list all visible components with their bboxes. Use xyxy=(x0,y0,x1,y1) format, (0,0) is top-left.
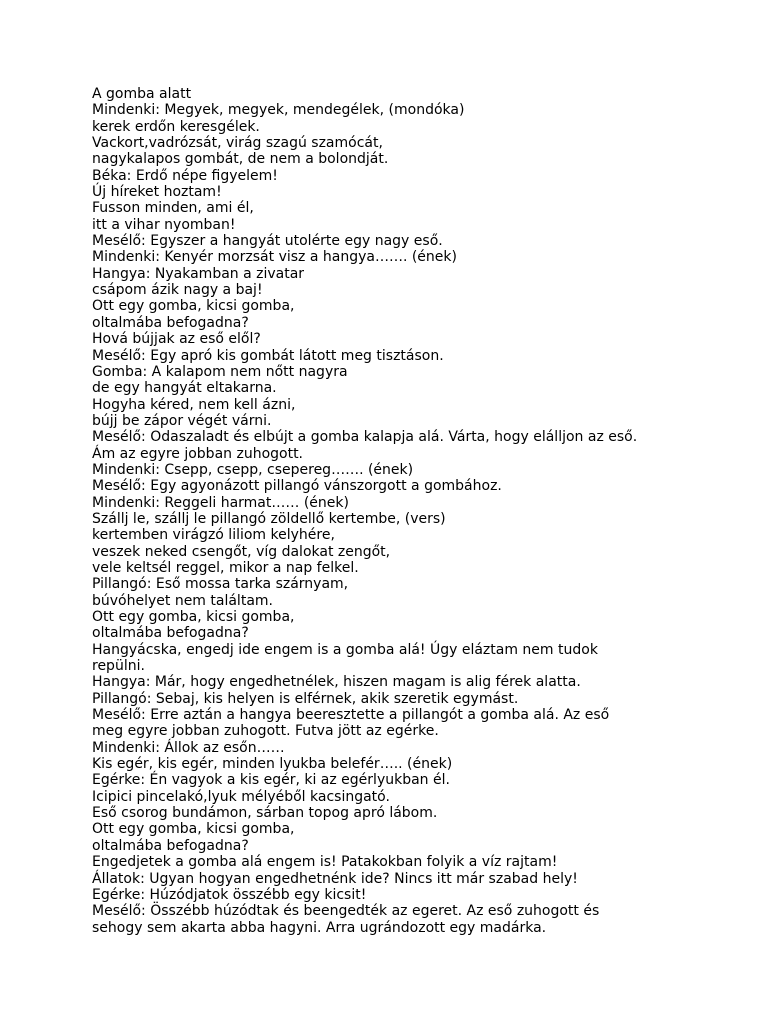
text-line: Mesélő: Erre aztán a hangya beeresztette a pillangót a gomba alá. Az eső xyxy=(92,707,610,724)
text-line: Hangya: Nyakamban a zivatar xyxy=(92,265,305,282)
text-line: oltalmába befogadna? xyxy=(92,837,249,854)
text-line: Mindenki: Csepp, csepp, csepereg……. (ének) xyxy=(92,461,414,478)
text-line: Mesélő: Egyszer a hangyát utolérte egy nagy eső. xyxy=(92,233,443,250)
text-line: csápom ázik nagy a baj! xyxy=(92,282,263,299)
text-line: de egy hangyát eltakarna. xyxy=(92,380,277,397)
text-line: Béka: Erdő népe figyelem! xyxy=(92,167,278,184)
text-line: nagykalapos gombát, de nem a bolondját. xyxy=(92,151,389,168)
text-line: oltalmába befogadna? xyxy=(92,314,249,331)
text-line: Kis egér, kis egér, minden lyukba belefér….. (ének) xyxy=(92,756,453,773)
text-line: Egérke: Én vagyok a kis egér, ki az egérlyukban él. xyxy=(92,772,450,789)
text-line: Hangya: Már, hogy engedhetnélek, hiszen magam is alig férek alatta. xyxy=(92,674,581,691)
text-line: Gomba: A kalapom nem nőtt nagyra xyxy=(92,363,348,380)
text-line: meg egyre jobban zuhogott. Futva jött az egérke. xyxy=(92,723,439,740)
text-line: Mindenki: Reggeli harmat…… (ének) xyxy=(92,494,349,511)
text-line: Állatok: Ugyan hogyan engedhetnénk ide? Nincs itt már szabad hely! xyxy=(92,870,578,887)
text-line: Vackort,vadrózsát, virág szagú szamócát, xyxy=(92,135,383,152)
text-line: Mesélő: Egy agyonázott pillangó vánszorgott a gombához. xyxy=(92,478,502,495)
text-line: kertemben virágzó liliom kelyhére, xyxy=(92,527,335,544)
text-line: Mesélő: Összébb húzódtak és beengedték az egeret. Az eső zuhogott és xyxy=(92,903,600,920)
text-line: Pillangó: Eső mossa tarka szárnyam, xyxy=(92,576,349,593)
text-line: Eső csorog bundámon, sárban topog apró lábom. xyxy=(92,805,438,822)
text-line: Mindenki: Kenyér morzsát visz a hangya……. (ének) xyxy=(92,249,457,266)
text-line: Mindenki: Megyek, megyek, mendegélek, (mondóka) xyxy=(92,102,465,119)
text-line: Hová bújjak az eső elől? xyxy=(92,331,261,348)
text-line: Ott egy gomba, kicsi gomba, xyxy=(92,298,295,315)
text-line: Szállj le, szállj le pillangó zöldellő kertembe, (vers) xyxy=(92,510,446,527)
text-line: Fusson minden, ami él, xyxy=(92,200,254,217)
text-line: Mesélő: Egy apró kis gombát látott meg tisztáson. xyxy=(92,347,444,364)
text-line: vele keltsél reggel, mikor a nap felkel. xyxy=(92,559,359,576)
text-line: Hangyácska, engedj ide engem is a gomba alá! Úgy eláztam nem tudok xyxy=(92,641,598,658)
text-line: Engedjetek a gomba alá engem is! Patakokban folyik a víz rajtam! xyxy=(92,854,558,871)
text-line: repülni. xyxy=(92,658,145,675)
text-line: Ott egy gomba, kicsi gomba, xyxy=(92,609,295,625)
document-page xyxy=(92,86,712,936)
text-line: Új híreket hoztam! xyxy=(92,184,222,201)
text-line: Egérke: Húzódjatok összébb egy kicsit! xyxy=(92,886,367,903)
text-line: sehogy sem akarta abba hagyni. Arra ugrándozott egy madárka. xyxy=(92,919,547,936)
text-line: búvóhelyet nem találtam. xyxy=(92,592,273,609)
text-line: kerek erdőn keresgélek. xyxy=(92,118,260,135)
text-line: Mesélő: Odaszaladt és elbújt a gomba kalapja alá. Várta, hogy elálljon az eső. xyxy=(92,429,638,446)
document-title: A gomba alatt xyxy=(92,86,192,102)
text-line: Ott egy gomba, kicsi gomba, xyxy=(92,821,295,838)
text-line: Ám az egyre jobban zuhogott. xyxy=(92,445,304,462)
text-line: Hogyha kéred, nem kell ázni, xyxy=(92,396,296,413)
text-line: Pillangó: Sebaj, kis helyen is elférnek, akik szeretik egymást. xyxy=(92,690,519,707)
text-line: Icipici pincelakó,lyuk mélyéből kacsingató. xyxy=(92,788,390,805)
text-line: oltalmába befogadna? xyxy=(92,625,249,642)
text-line: bújj be zápor végét várni. xyxy=(92,412,272,429)
text-line: Mindenki: Állok az esőn…… xyxy=(92,739,285,756)
text-line: itt a vihar nyomban! xyxy=(92,216,236,233)
text-line: veszek neked csengőt, víg dalokat zengőt, xyxy=(92,543,391,560)
